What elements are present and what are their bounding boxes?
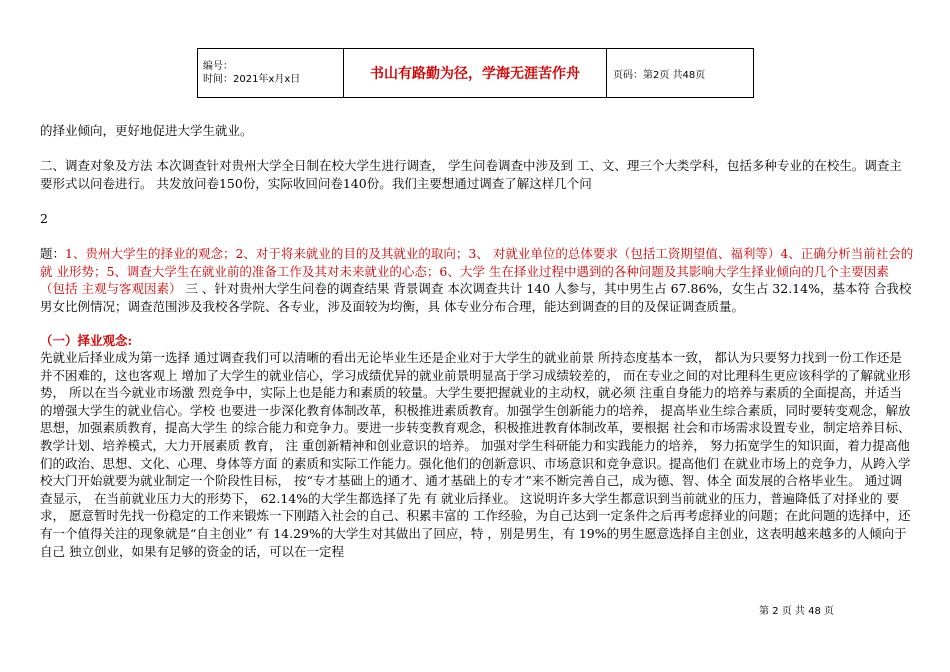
header-motto: 书山有路勤为径，学海无涯苦作舟 bbox=[344, 49, 607, 98]
paragraph-survey-topics bbox=[40, 245, 914, 315]
paragraph-intro-end: 的择业倾向，更好地促进大学生就业。 bbox=[40, 123, 253, 138]
header-meta-cell bbox=[198, 49, 344, 98]
header-time-label: 时间：2021年x月x日 bbox=[203, 74, 301, 85]
topics-list: 1、贵州大学生的择业的观念；2、对于将来就业的目的及其就业的取向；3、 对就业单位的总体要求（包括工资期望值、福利等）4、正确分析当前社会的就 业形势；5、调查大学生在就业前的准备工作及其对未来就业的心态；6、大学 生在择业过程中遇到的各种问题及其影响大学生择业倾向的几个主要因素 （包括 主观与客观因素） bbox=[40, 246, 914, 297]
page-footer: 第 2 页 共 48 页 bbox=[759, 606, 834, 617]
section-heading: （一）择业观念: bbox=[40, 333, 133, 348]
header-page-label: 页码：第2页 共48页 bbox=[607, 49, 754, 98]
header-number-label: 编号： bbox=[203, 61, 233, 72]
header-table bbox=[197, 48, 754, 98]
topics-prefix: 题： bbox=[40, 246, 66, 261]
survey-results-intro: 三 、针对贵州大学生问卷的调查结果 背景调查 本次调查共计 140 人参与，其中男生占 67.86%，女生占 32.14%，基本符 合我校男女比例情况；调查范围涉及我校各学院、各专业，涉及面较为均衡，具 体专业分布合理，能达到调查的目的及保证调查质量。 bbox=[40, 281, 912, 314]
paragraph-survey-method: 二、调查对象及方法 本次调查针对贵州大学全日制在校大学生进行调查， 学生问卷调查中涉及到 工、文、理三个大类学科，包括多种专业的在校生。调查主要形式以问卷进行。 共发放问卷150份，实际收回问卷140份。我们主要想通过调查了解这样几个问 bbox=[40, 158, 902, 191]
page-break-marker: 2 bbox=[40, 211, 48, 226]
paragraph-career-views: 先就业后择业成为第一选择 通过调查我们可以清晰的看出无论毕业生还是企业对于大学生的就业前景 所持态度基本一致， 都认为只要努力找到一份工作还是并不困难的，这也客观上 增加了大学生的就业信心，学习成绩优异的就业前景明显高于学习成绩较差的， 而在专业之间的对比理科生更应该科学的了解就业形势， 所以在当今就业市场激 烈竞争中，实际上也是能力和素质的较量。大学生要把握就业的主动权，就必须 注重自身能力的培养与素质的全面提高，并适当的增强大学生的就业信心。学校 也要进一步深化教育体制改革，积极推进素质教育。加强学生创新能力的培养， 提高毕业生综合素质，同时要转变观念，解放思想，加强素质教育，提高大学生 的综合能力和竞争力。要进一步转变教育观念，积极推进教育体制改革，要根据 社会和市场需求设置专业，制定培养目标、教学计划、培养模式，大力开展素质 教育， 注 重创新精神和创业意识的培养。 加强对学生科研能力和实践能力的培养， 努力拓宽学生的知识面，着力提高他们的政治、思想、文化、心理、身体等方面 的素质和实际工作能力。强化他们的创新意识、市场意识和竞争意识。提高他们 在就业市场上的竞争力，从跨入学校大门开始就要为就业制定一个阶段性目标， 按“专才基础上的通才、通才基础上的专才”来不断完善自己，成为德、智、体全 面发展的合格毕业生。 通过调查显示， 在当前就业压力大的形势下， 62.14%的大学生都选择了先 有 就业后择业。 这说明许多大学生都意识到当前就业的压力，普遍降低了对择业的 要求， 愿意暂时先找一份稳定的工作来锻炼一下刚踏入社会的自己、积累丰富的 工作经验，为自己达到一定条件之后再考虑择业的问题；在此问题的选择中，还 有一个值得关注的现象就是“自主创业” 有 14.29%的大学生对其做出了回应，特 ，别是男生，有 19%的男生愿意选择自主创业，这表明越来越多的人倾向于自己 独立创业，如果有足够的资金的话，可以在一定程 bbox=[40, 350, 911, 559]
